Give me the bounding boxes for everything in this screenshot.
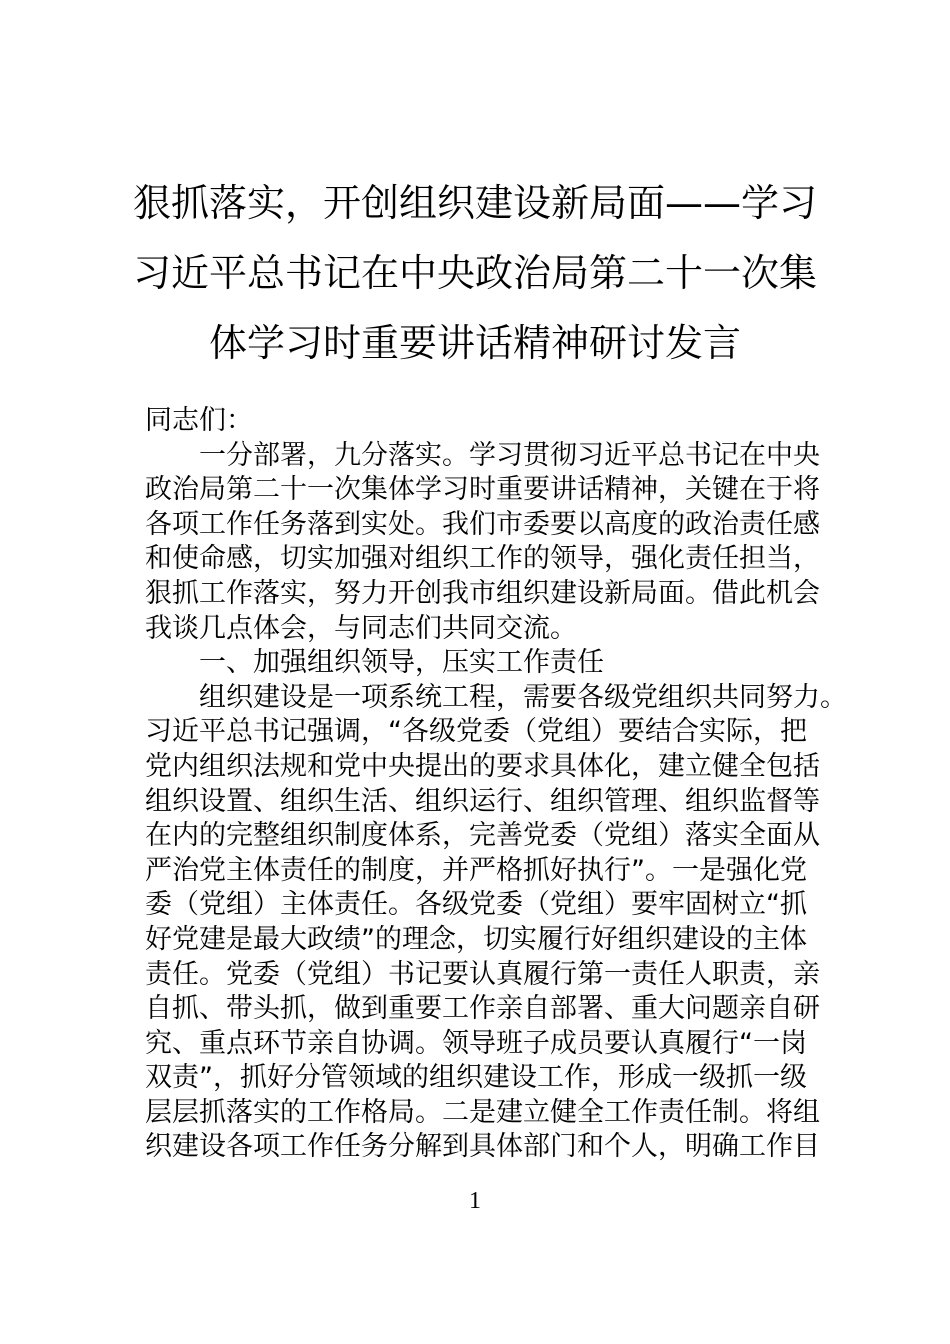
text-line: 一、加强组织领导，压实工作责任	[199, 647, 604, 679]
text-line: 严治党主体责任的制度，并严格抓好执行”。一是强化党	[145, 854, 807, 886]
text-line: 政治局第二十一次集体学习时重要讲话精神，关键在于将	[145, 474, 820, 506]
text-line: 和使命感，切实加强对组织工作的领导，强化责任担当，	[145, 543, 820, 575]
text-line: 各项工作任务落到实处。我们市委要以高度的政治责任感	[145, 508, 820, 540]
text-line: 究、重点环节亲自协调。领导班子成员要认真履行“一岗	[145, 1027, 807, 1059]
text-line: 组织设置、组织生活、组织运行、组织管理、组织监督等	[145, 785, 820, 817]
page-number: 1	[469, 1188, 481, 1214]
paragraph	[145, 646, 805, 681]
text-line: 层层抓落实的工作格局。二是建立健全工作责任制。将组	[145, 1096, 820, 1128]
text-line: 自抓、带头抓，做到重要工作亲自部署、重大问题亲自研	[145, 993, 820, 1025]
text-line: 一分部署，九分落实。学习贯彻习近平总书记在中央	[199, 439, 820, 471]
text-line: 党内组织法规和党中央提出的要求具体化，建立健全包括	[145, 750, 820, 782]
title-line: 体学习时重要讲话精神研讨发言	[208, 321, 741, 365]
text-line: 好党建是最大政绩”的理念，切实履行好组织建设的主体	[145, 923, 807, 955]
document-body	[145, 404, 847, 1165]
text-line: 习近平总书记强调，“各级党委（党组）要结合实际，把	[145, 716, 807, 748]
text-line: 委（党组）主体责任。各级党委（党组）要牢固树立“抓	[145, 889, 807, 921]
text-line: 责任。党委（党组）书记要认真履行第一责任人职责，亲	[145, 958, 820, 990]
title-line: 狠抓落实，开创组织建设新局面——学习	[132, 181, 817, 225]
text-line: 双责”，抓好分管领域的组织建设工作，形成一级抓一级	[145, 1062, 807, 1094]
text-line: 组织建设是一项系统工程，需要各级党组织共同努力。	[199, 681, 847, 713]
text-line: 织建设各项工作任务分解到具体部门和个人，明确工作目	[145, 1131, 820, 1163]
text-line: 在内的完整组织制度体系，完善党委（党组）落实全面从	[145, 820, 820, 852]
text-line: 同志们：	[145, 405, 253, 436]
paragraph	[145, 681, 847, 1165]
text-line: 狠抓工作落实，努力开创我市组织建设新局面。借此机会	[145, 577, 820, 609]
paragraph	[145, 439, 820, 647]
text-line: 我谈几点体会，与同志们共同交流。	[145, 612, 577, 644]
paragraph	[145, 404, 805, 439]
title-line: 习近平总书记在中央政治局第二十一次集	[132, 251, 817, 295]
document-title	[0, 168, 950, 378]
